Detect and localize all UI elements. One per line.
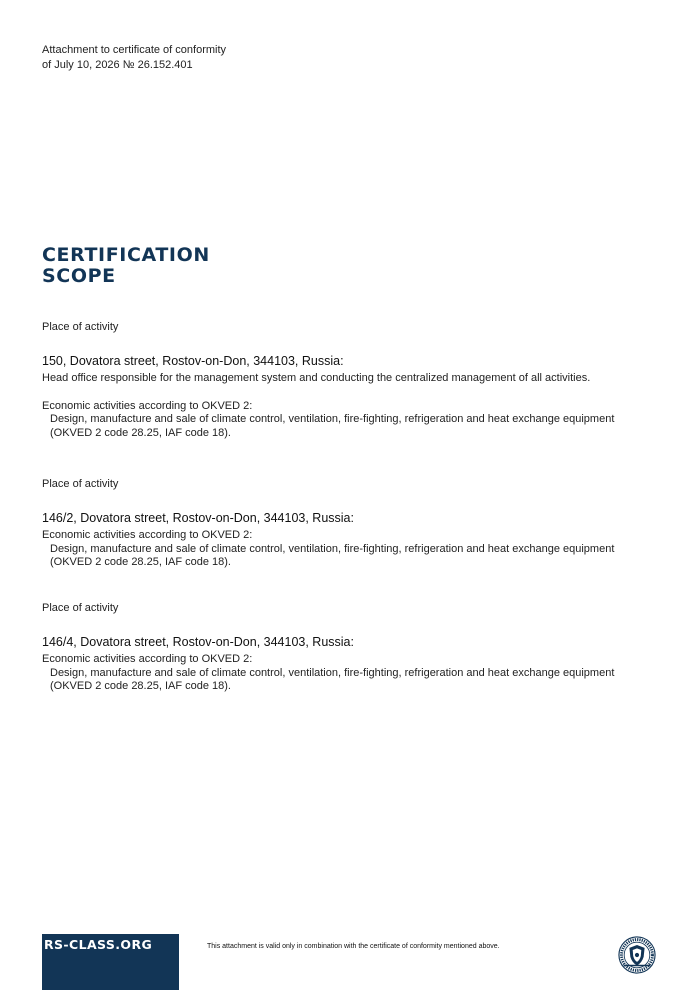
document-header: [42, 43, 226, 73]
activity-description: Design, manufacture and sale of climate control, ventilation, fire-fighting, refrigeration and heat exchange equipment: [50, 666, 615, 679]
brand-label: RS-CLASS.ORG: [44, 937, 153, 952]
site-address: 150, Dovatora street, Rostov-on-Don, 344103, Russia:: [42, 354, 344, 368]
site-description: Head office responsible for the management system and conducting the centralized management of all activities.: [42, 372, 591, 384]
site-block-3: [42, 601, 672, 694]
activity-description: Design, manufacture and sale of climate control, ventilation, fire-fighting, refrigeration and heat exchange equipment: [50, 413, 615, 425]
footer-note: This attachment is valid only in combination with the certificate of conformity mentioned above.: [207, 943, 500, 950]
site-address: 146/4, Dovatora street, Rostov-on-Don, 344103, Russia:: [42, 635, 354, 649]
title-line-2: SCOPE: [42, 265, 116, 287]
header-line-1: Attachment to certificate of conformity: [42, 44, 227, 56]
site-block-2: [42, 477, 672, 570]
activity-codes: (OKVED 2 code 28.25, IAF code 18).: [50, 426, 231, 439]
header-line-2: of July 10, 2026 № 26.152.401: [42, 59, 193, 71]
place-label: Place of activity: [42, 478, 119, 490]
brand-badge: [42, 934, 179, 990]
title-line-1: CERTIFICATION: [42, 244, 210, 266]
activity-codes: (OKVED 2 code 28.25, IAF code 18).: [50, 680, 231, 692]
activity-codes: (OKVED 2 code 28.25, IAF code 18).: [50, 556, 231, 568]
certification-seal-icon: [618, 936, 656, 974]
activity-description: Design, manufacture and sale of climate control, ventilation, fire-fighting, refrigeration and heat exchange equipment: [50, 542, 615, 555]
page-title: [42, 245, 210, 287]
site-address: 146/2, Dovatora street, Rostov-on-Don, 344103, Russia:: [42, 511, 354, 525]
place-label: Place of activity: [42, 602, 119, 614]
activities-heading: Economic activities according to OKVED 2:: [42, 399, 253, 412]
place-label: Place of activity: [42, 321, 119, 333]
activities-heading: Economic activities according to OKVED 2:: [42, 529, 253, 541]
activities-heading: Economic activities according to OKVED 2:: [42, 653, 253, 665]
site-block-1: [42, 320, 672, 440]
